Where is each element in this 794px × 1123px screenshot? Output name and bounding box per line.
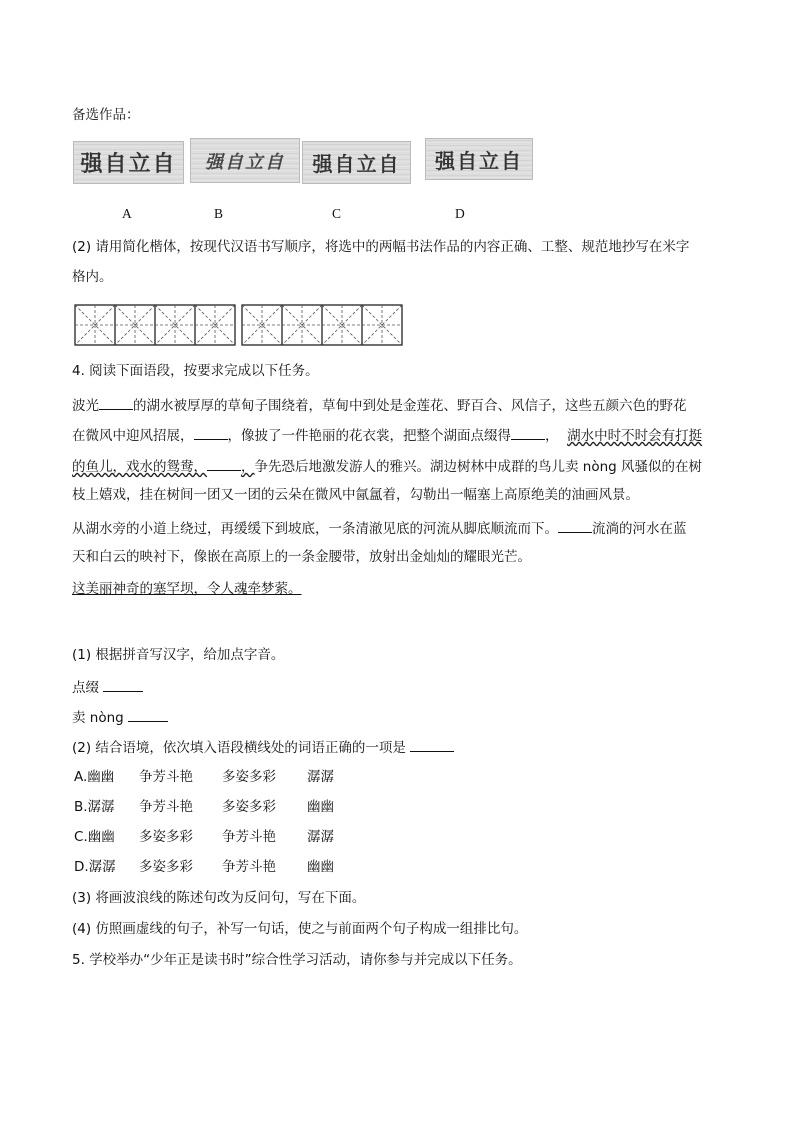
- calligraphy-image-a: 强自立自: [73, 141, 184, 184]
- blank-5[interactable]: [558, 518, 592, 533]
- question-4-2: (2) 结合语境，依次填入语段横线处的词语正确的一项是: [72, 737, 454, 757]
- option-label-a: A: [122, 206, 132, 221]
- answer-blank-mainong[interactable]: [128, 707, 168, 722]
- option-label-d: D: [455, 206, 465, 221]
- question-2-line-2: 格内。: [72, 269, 113, 285]
- blank-1[interactable]: [99, 395, 133, 410]
- item-dianzhui: 点缀: [72, 677, 143, 697]
- passage-line-3: 的鱼儿，戏水的鸳鸯， ，争先恐后地激发游人的雅兴。湖边树林中成群的鸟儿卖 nòng 风骚似的在树: [72, 456, 702, 476]
- question-4-1: (1) 根据拼音写汉字，给加点字音。: [72, 647, 285, 663]
- blank-3[interactable]: [511, 425, 545, 440]
- passage-line-2: 在微风中迎风招展， ，像披了一件艳丽的花衣裳，把整个湖面点缀得 ， 湖水中时不时会有打挺: [72, 425, 702, 445]
- question-5: 5. 学校举办“少年正是读书时”综合性学习活动，请你参与并完成以下任务。: [72, 952, 522, 968]
- question-4-3: (3) 将画波浪线的陈述句改为反问句，写在下面。: [72, 890, 366, 906]
- passage-line-4: 枝上嬉戏，挂在树间一团又一团的云朵在微风中氤氲着，勾勒出一幅塞上高原绝美的油画风景。: [72, 487, 639, 503]
- question-2-line-1: (2) 请用简化楷体，按现代汉语书写顺序，将选中的两幅书法作品的内容正确、工整、规范地抄写在米字: [72, 239, 690, 255]
- blank-4[interactable]: [207, 456, 241, 471]
- passage-line-5: 从湖水旁的小道上绕过，再缓缓下到坡底，一条清澈见底的河流从脚底顺流而下。 流淌的河水在蓝: [72, 518, 687, 538]
- item-mainong: 卖 nòng: [72, 707, 168, 727]
- question-4-title: 4. 阅读下面语段，按要求完成以下任务。: [72, 363, 319, 379]
- passage-line-6: 天和白云的映衬下，像嵌在高原上的一条金腰带，放射出金灿灿的耀眼光芒。: [72, 549, 531, 565]
- passage-line-1: 波光 的湖水被厚厚的草甸子围绕着，草甸中到处是金莲花、野百合、风信子，这些五颜六色的野花: [72, 395, 687, 415]
- calligraphy-image-d: 强自立自: [425, 138, 533, 180]
- answer-blank-q4-2[interactable]: [410, 737, 454, 752]
- option-label-b: B: [214, 206, 224, 221]
- calligraphy-image-b: 强自立自: [190, 138, 300, 183]
- blank-2[interactable]: [194, 425, 228, 440]
- candidates-title: 备选作品：: [72, 107, 140, 123]
- passage-line-7: 这美丽神奇的塞罕坝，令人魂牵梦萦。: [72, 581, 302, 597]
- mizi-grid[interactable]: [74, 304, 404, 346]
- calligraphy-image-c: 强自立自: [302, 141, 411, 184]
- answer-blank-dianzhui[interactable]: [103, 677, 143, 692]
- option-label-c: C: [332, 206, 342, 221]
- question-4-4: (4) 仿照画虚线的句子，补写一句话，使之与前面两个句子构成一组排比句。: [72, 921, 528, 937]
